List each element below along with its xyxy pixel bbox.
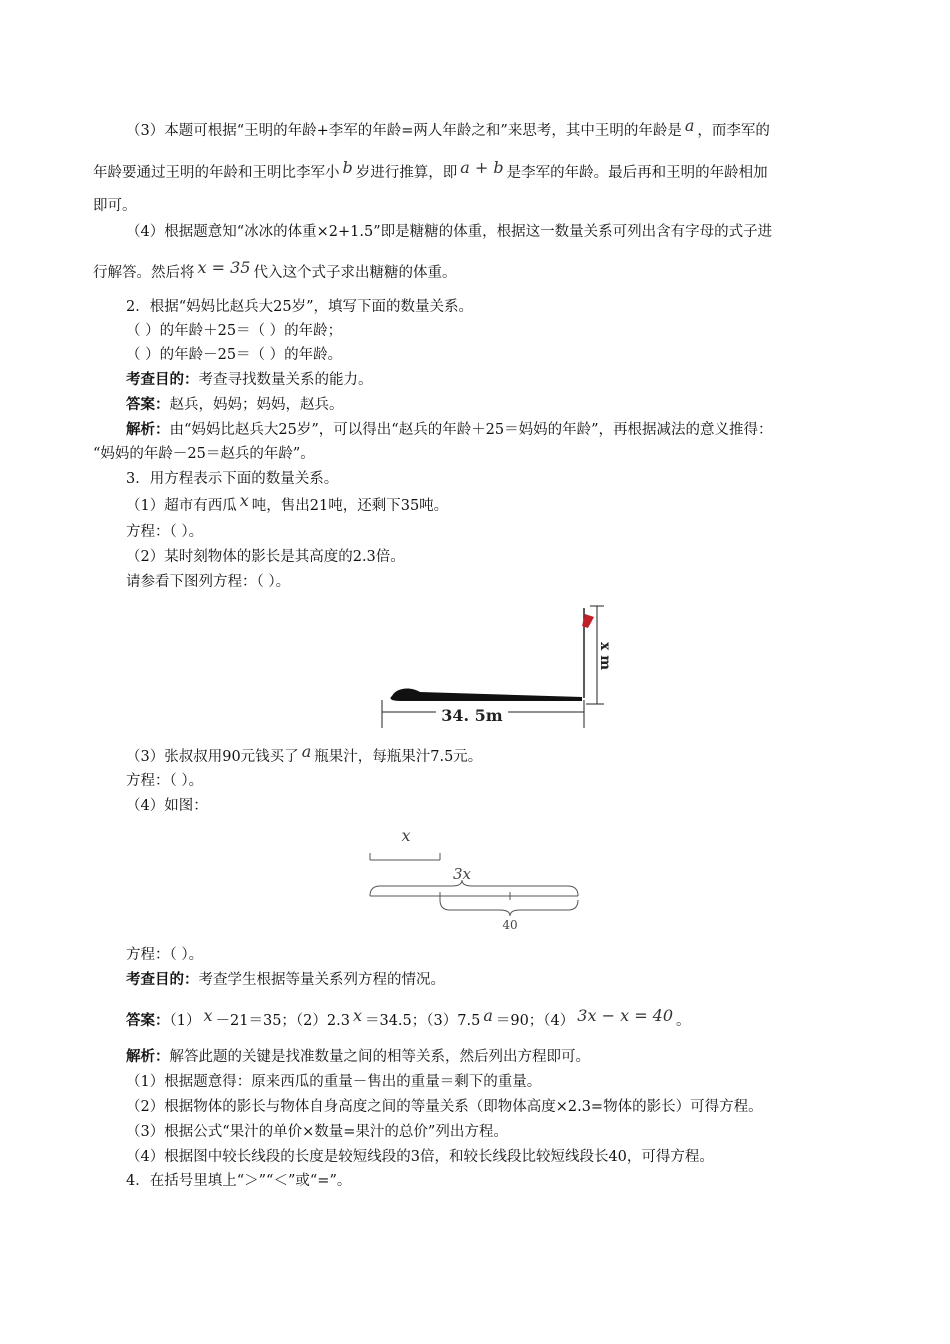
p3-line-3: 即可。 bbox=[93, 198, 137, 214]
analysis-text: 由“妈妈比赵兵大25岁”，可以得出“赵兵的年龄＋25＝妈妈的年龄”，再根据减法的意义推得： bbox=[169, 422, 773, 438]
answer-text: 赵兵，妈妈；妈妈，赵兵。 bbox=[169, 397, 344, 413]
p4-line-1: （4）根据题意知“冰冰的体重×2+1.5”即是糖糖的体重，根据这一数量关系可列出含有字母的式子进 bbox=[126, 224, 773, 240]
var-a: a bbox=[684, 116, 695, 135]
q3-analysis-1: （1）根据题意得：原来西瓜的重量－售出的重量＝剩下的重量。 bbox=[126, 1074, 542, 1090]
q2-purpose bbox=[126, 370, 373, 390]
var-x: x bbox=[239, 491, 249, 510]
purpose-label: 考查目的： bbox=[126, 371, 199, 388]
short-segment-label: x bbox=[401, 826, 411, 845]
var-a: a bbox=[483, 1006, 493, 1025]
purpose-label: 考查目的： bbox=[126, 971, 199, 988]
analysis-label: 解析： bbox=[126, 1048, 170, 1065]
var-a: a bbox=[301, 742, 312, 761]
q3-text: （3）张叔叔用90元钱买了 bbox=[126, 749, 299, 765]
expr-x-equals-35: x = 35 bbox=[197, 258, 251, 277]
p3-text: ，而李军的 bbox=[697, 123, 770, 139]
answer-text: ＝34.5；（3）7.5 bbox=[364, 1013, 481, 1029]
q3-sub-3 bbox=[126, 742, 483, 767]
q2-row-1: （ ）的年龄＋25＝（ ）的年龄； bbox=[126, 323, 343, 339]
p3-line-1 bbox=[126, 116, 770, 141]
q3-text: 吨，售出21吨，还剩下35吨。 bbox=[251, 498, 449, 514]
p3-text: 是李军的年龄。最后再和王明的年龄相加 bbox=[506, 165, 768, 181]
analysis-label: 解析： bbox=[126, 421, 170, 438]
answer-text: －21＝35；（2）2.3 bbox=[215, 1013, 350, 1029]
expr-a-plus-b: a + b bbox=[460, 158, 504, 177]
difference-brace bbox=[440, 900, 578, 916]
answer-label: 答案： bbox=[126, 396, 170, 413]
answer-text: 。 bbox=[676, 1013, 691, 1029]
q2-answer bbox=[126, 395, 344, 415]
var-b: b bbox=[342, 158, 353, 177]
p4-text: 行解答。然后将 bbox=[93, 265, 195, 281]
q3-text: （1）超市有西瓜 bbox=[126, 498, 237, 514]
segment-figure bbox=[360, 820, 600, 940]
p4-line-2 bbox=[93, 258, 457, 283]
q3-equation-3: 方程：（ ）。 bbox=[126, 773, 204, 789]
difference-label: 40 bbox=[502, 918, 518, 932]
height-label: x m bbox=[597, 641, 613, 671]
q3-analysis-2: （2）根据物体的影长与物体自身高度之间的等量关系（即物体高度×2.3=物体的影长）可得方程。 bbox=[126, 1099, 763, 1115]
q3-text: 瓶果汁，每瓶果汁7.5元。 bbox=[314, 749, 483, 765]
var-x: x bbox=[352, 1006, 362, 1025]
q3-purpose bbox=[126, 970, 445, 990]
analysis-text: 解答此题的关键是找准数量之间的相等关系，然后列出方程即可。 bbox=[169, 1049, 590, 1065]
q2-analysis-2: “妈妈的年龄－25＝赵兵的年龄”。 bbox=[93, 446, 315, 462]
base-label: 34. 5m bbox=[441, 706, 503, 725]
shadow-height-figure bbox=[370, 600, 620, 730]
p3-line-2 bbox=[93, 158, 768, 183]
q4-title: 4．在括号里填上“＞”“＜”或“=”。 bbox=[126, 1173, 352, 1189]
long-segment-label: 3x bbox=[452, 865, 472, 883]
q3-equation-1: 方程：（ ）。 bbox=[126, 524, 204, 540]
purpose-text: 考查寻找数量关系的能力。 bbox=[198, 372, 373, 388]
q3-sub-2-ref: 请参看下图列方程：（ ）。 bbox=[126, 574, 291, 590]
q3-answer bbox=[126, 1006, 691, 1031]
q3-analysis bbox=[126, 1047, 590, 1067]
q3-equation-4: 方程：（ ）。 bbox=[126, 947, 204, 963]
answer-text: ＝90；（4） bbox=[495, 1013, 575, 1029]
q3-sub-1 bbox=[126, 491, 449, 516]
var-x: x bbox=[203, 1006, 213, 1025]
p4-text: 代入这个式子求出糖糖的体重。 bbox=[253, 265, 457, 281]
long-segment-brace bbox=[370, 880, 578, 896]
q3-sub-4: （4）如图： bbox=[126, 798, 208, 814]
q3-title: 3．用方程表示下面的数量关系。 bbox=[126, 471, 339, 487]
q3-sub-2: （2）某时刻物体的影长是其高度的2.3倍。 bbox=[126, 549, 405, 565]
answer-label: 答案： bbox=[126, 1012, 170, 1029]
q3-analysis-4: （4）根据图中较长线段的长度是较短线段的3倍，和较长线段比较短线段长40，可得方程。 bbox=[126, 1149, 714, 1165]
p3-text: 年龄要通过王明的年龄和王明比李军小 bbox=[93, 165, 340, 181]
q2-row-2: （ ）的年龄－25＝（ ）的年龄。 bbox=[126, 347, 343, 363]
q2-title: 2．根据“妈妈比赵兵大25岁”，填写下面的数量关系。 bbox=[126, 299, 473, 315]
p3-text: （3）本题可根据“王明的年龄+李军的年龄=两人年龄之和”来思考，其中王明的年龄是 bbox=[126, 123, 682, 139]
p3-text: 岁进行推算，即 bbox=[355, 165, 458, 181]
q3-analysis-3: （3）根据公式“果汁的单价×数量=果汁的总价”列出方程。 bbox=[126, 1124, 508, 1140]
purpose-text: 考查学生根据等量关系列方程的情况。 bbox=[198, 972, 445, 988]
shadow-shape bbox=[390, 689, 582, 701]
answer-text: （1） bbox=[169, 1013, 201, 1029]
expr-3x-minus-x: 3x − x = 40 bbox=[577, 1006, 674, 1025]
q2-analysis bbox=[126, 420, 773, 440]
